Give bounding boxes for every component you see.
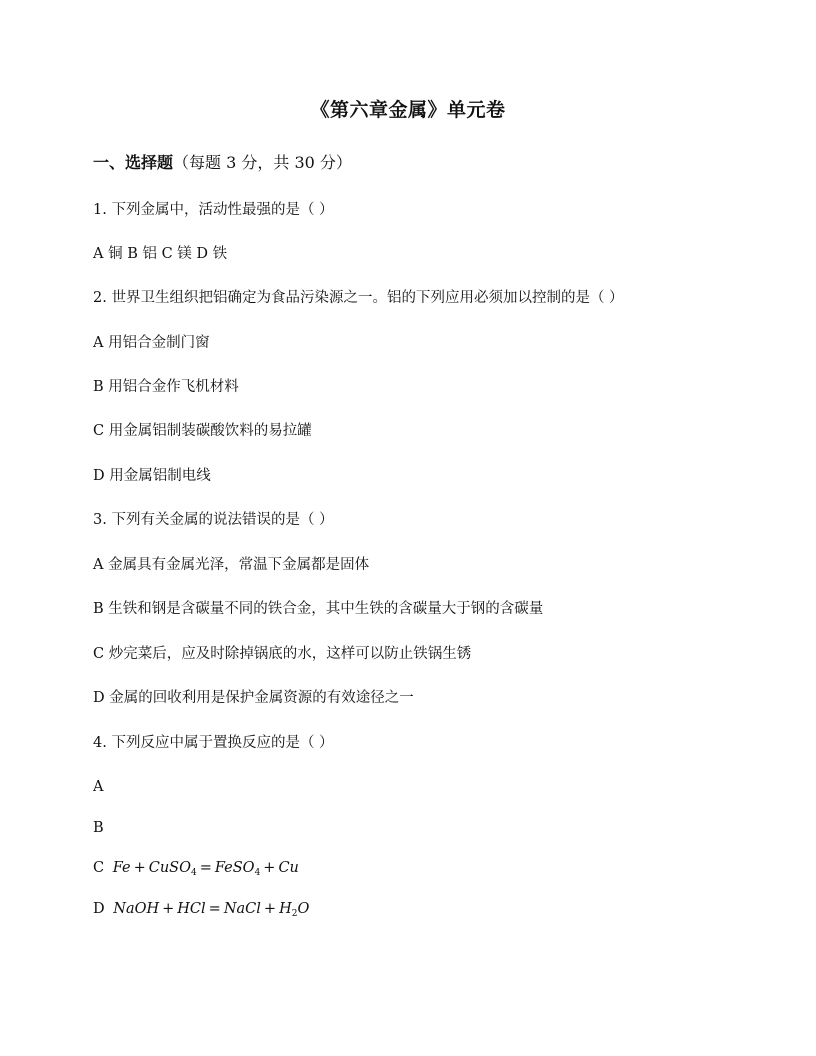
eq-c-plus-1: + xyxy=(133,860,146,876)
eq-c-term-2-sub: 4 xyxy=(191,868,197,878)
eq-c-term-2: CuSO xyxy=(148,860,191,876)
eq-c-term-1: Fe xyxy=(112,860,131,876)
question-4-option-d xyxy=(93,899,309,919)
question-3-option-c: C 炒完菜后，应及时除掉锅底的水，这样可以防止铁锅生锈 xyxy=(93,646,472,662)
question-3: 3. 下列有关金属的说法错误的是（ ） xyxy=(93,512,334,528)
eq-d-equals: = xyxy=(208,901,221,917)
eq-d-term-3: NaCl xyxy=(223,901,261,917)
section-heading-note: （每题 3 分，共 30 分） xyxy=(173,153,352,172)
eq-c-equals: = xyxy=(199,860,212,876)
eq-d-plus-1: + xyxy=(162,901,175,917)
question-3-option-a: A 金属具有金属光泽，常温下金属都是固体 xyxy=(93,557,370,573)
question-3-option-b: B 生铁和钢是含碳量不同的铁合金，其中生铁的含碳量大于钢的含碳量 xyxy=(93,601,544,617)
question-1: 1. 下列金属中，活动性最强的是（ ） xyxy=(93,202,334,218)
equation-c xyxy=(113,860,299,876)
eq-c-plus-2: + xyxy=(263,860,276,876)
option-c-label: C xyxy=(93,860,105,876)
section-heading-label: 一、选择题 xyxy=(93,153,174,172)
question-3-option-d: D 金属的回收利用是保护金属资源的有效途径之一 xyxy=(93,690,414,706)
question-2: 2. 世界卫生组织把铝确定为食品污染源之一。铝的下列应用必须加以控制的是（ ） xyxy=(93,290,624,306)
eq-d-term-4: H xyxy=(279,901,292,917)
question-4-option-c xyxy=(93,858,299,878)
eq-d-term-4-sub: 2 xyxy=(291,909,298,919)
section-heading xyxy=(93,150,352,173)
eq-c-term-3: FeSO xyxy=(214,860,255,876)
question-4: 4. 下列反应中属于置换反应的是（ ） xyxy=(93,735,334,751)
option-d-label: D xyxy=(93,901,105,917)
page-title: 《第六章金属》单元卷 xyxy=(310,99,506,121)
eq-d-term-5: O xyxy=(297,901,310,917)
question-4-option-b: B xyxy=(93,820,104,836)
equation-d xyxy=(113,901,309,917)
question-2-option-d: D 用金属铝制电线 xyxy=(93,468,211,484)
eq-c-term-4: Cu xyxy=(278,860,299,876)
question-1-options: A 铜 B 铝 C 镁 D 铁 xyxy=(93,246,228,262)
eq-d-plus-2: + xyxy=(263,901,277,917)
question-2-option-b: B 用铝合金作飞机材料 xyxy=(93,379,239,395)
eq-d-term-2: HCl xyxy=(177,901,206,917)
question-2-option-a: A 用铝合金制门窗 xyxy=(93,335,210,351)
question-4-option-a: A xyxy=(93,779,104,795)
eq-c-term-3-sub: 4 xyxy=(254,868,261,878)
eq-d-term-1: NaOH xyxy=(113,901,160,917)
question-2-option-c: C 用金属铝制装碳酸饮料的易拉罐 xyxy=(93,423,312,439)
